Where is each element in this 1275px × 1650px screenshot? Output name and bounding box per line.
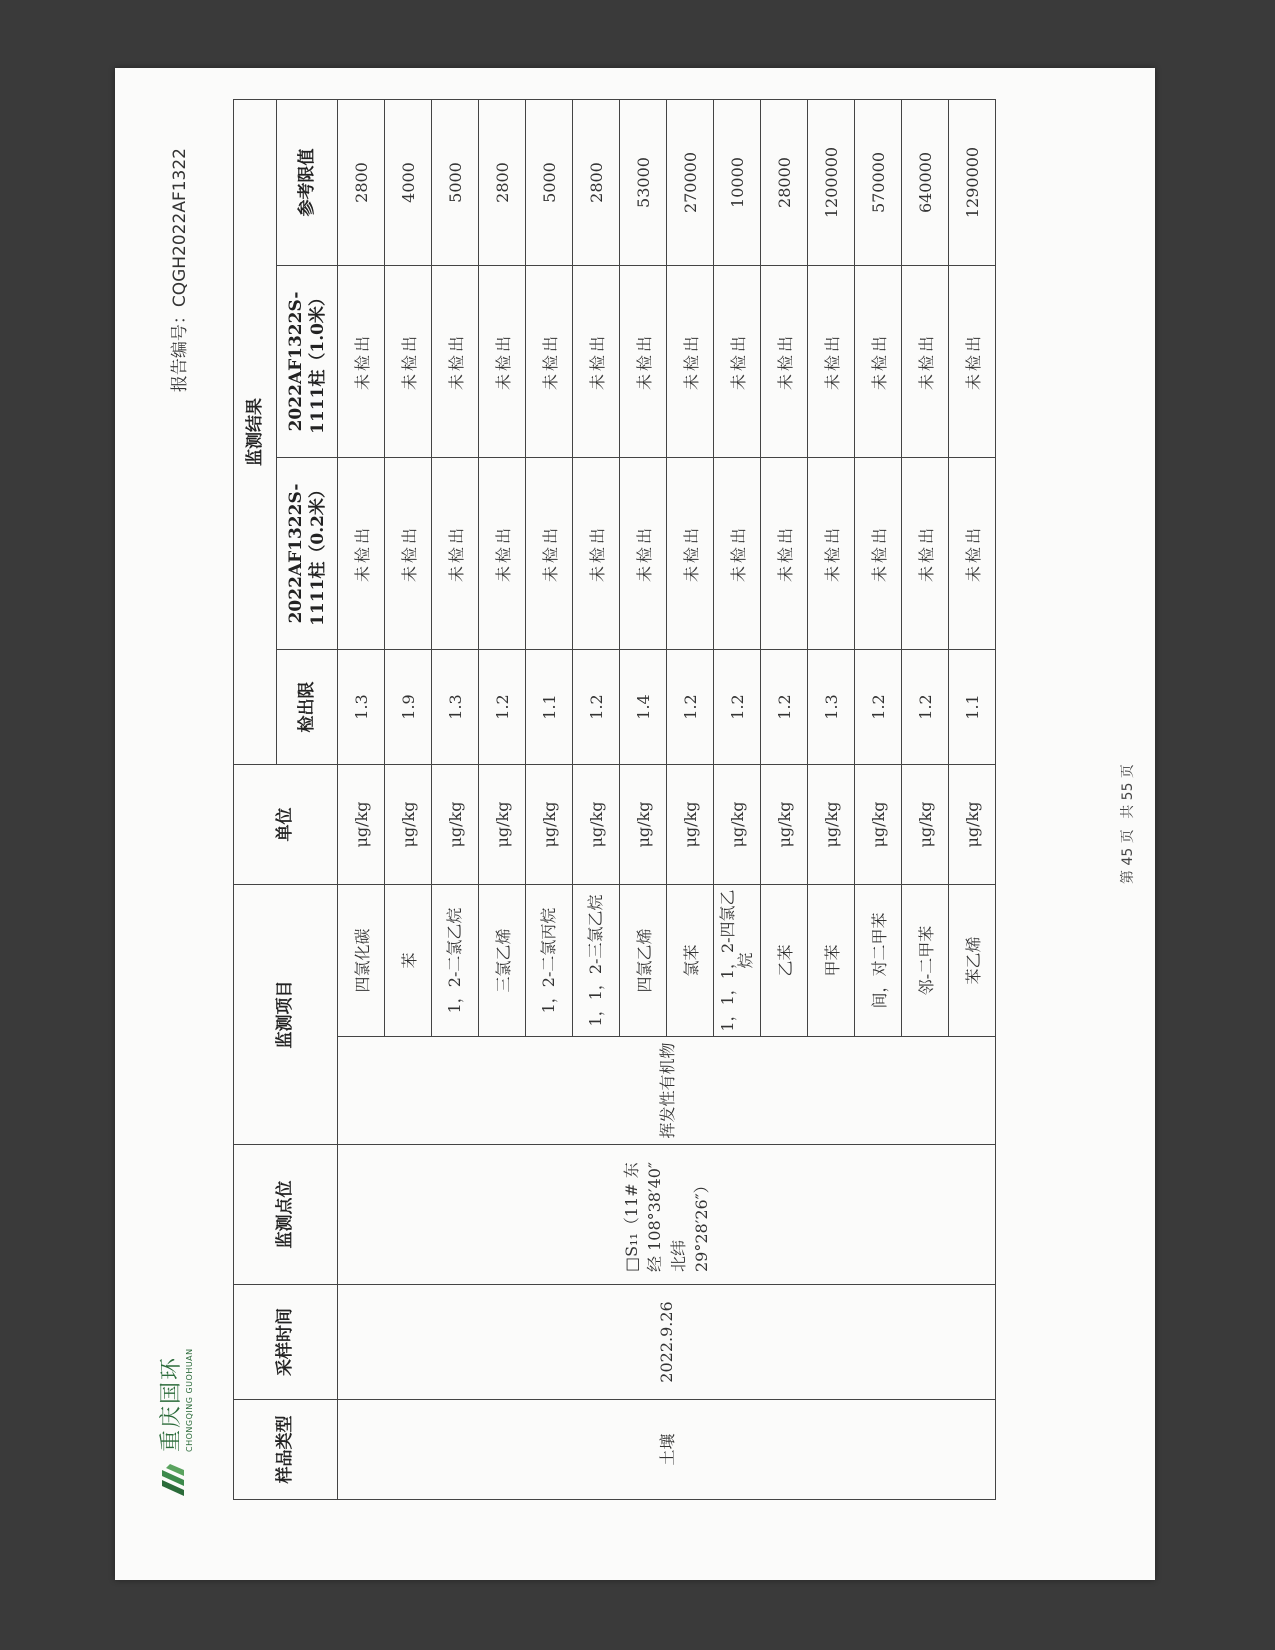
- limit-cell: 1.2: [479, 650, 526, 765]
- item-cell: 1，1，1，2-四氯乙烷: [714, 885, 761, 1037]
- limit-cell: 1.2: [714, 650, 761, 765]
- item-cell: 四氯化碳: [338, 885, 385, 1037]
- unit-cell: μg/kg: [902, 765, 949, 885]
- logo-mark-icon: [154, 1460, 194, 1500]
- result-1-cell: 未检出: [902, 458, 949, 650]
- result-2-cell: 未检出: [385, 266, 432, 458]
- rotated-content: [115, 68, 1155, 1580]
- reference-cell: 1290000: [949, 100, 996, 266]
- unit-cell: μg/kg: [432, 765, 479, 885]
- result-1-cell: 未检出: [761, 458, 808, 650]
- reference-cell: 640000: [902, 100, 949, 266]
- item-cell: 甲苯: [808, 885, 855, 1037]
- reference-cell: 4000: [385, 100, 432, 266]
- result-1-cell: 未检出: [667, 458, 714, 650]
- reference-cell: 53000: [620, 100, 667, 266]
- limit-cell: 1.2: [573, 650, 620, 765]
- result-1-cell: 未检出: [479, 458, 526, 650]
- header-site: 监测点位: [234, 1145, 338, 1285]
- unit-cell: μg/kg: [949, 765, 996, 885]
- result-1-cell: 未检出: [855, 458, 902, 650]
- table-header-row: [234, 100, 277, 1500]
- header-sample-time: 采样时间: [234, 1285, 338, 1400]
- item-cell: 1，2-二氯乙烷: [432, 885, 479, 1037]
- unit-cell: μg/kg: [479, 765, 526, 885]
- logo-chinese-name: 重庆国环: [159, 1355, 184, 1452]
- result-1-cell: 未检出: [714, 458, 761, 650]
- category-cell: 挥发性有机物: [338, 1037, 996, 1145]
- result-1-cell: 未检出: [526, 458, 573, 650]
- unit-cell: μg/kg: [667, 765, 714, 885]
- header-item: 监测项目: [234, 885, 338, 1145]
- sample-time-cell: 2022.9.26: [338, 1285, 996, 1400]
- limit-cell: 1.2: [667, 650, 714, 765]
- header-result-2: 2022AF1322S-1111柱（1.0米）: [277, 266, 338, 458]
- header-results: 监测结果: [234, 100, 277, 765]
- item-cell: 氯苯: [667, 885, 714, 1037]
- unit-cell: μg/kg: [573, 765, 620, 885]
- limit-cell: 1.3: [338, 650, 385, 765]
- result-1-cell: 未检出: [432, 458, 479, 650]
- item-cell: 三氯乙烯: [479, 885, 526, 1037]
- page-current: 第 45 页: [1120, 829, 1136, 884]
- reference-cell: 2800: [479, 100, 526, 266]
- result-2-cell: 未检出: [808, 266, 855, 458]
- table-body: [338, 100, 996, 1500]
- result-2-cell: 未检出: [338, 266, 385, 458]
- result-2-cell: 未检出: [714, 266, 761, 458]
- item-cell: 苯乙烯: [949, 885, 996, 1037]
- company-logo: [147, 1348, 201, 1500]
- result-1-cell: 未检出: [573, 458, 620, 650]
- result-2-cell: 未检出: [620, 266, 667, 458]
- unit-cell: μg/kg: [338, 765, 385, 885]
- header-limit: 检出限: [277, 650, 338, 765]
- unit-cell: μg/kg: [714, 765, 761, 885]
- result-2-cell: 未检出: [667, 266, 714, 458]
- page-header: [143, 148, 203, 1500]
- results-table: [233, 99, 996, 1500]
- item-cell: 邻-二甲苯: [902, 885, 949, 1037]
- item-cell: 乙苯: [761, 885, 808, 1037]
- page-footer: [1117, 68, 1137, 1580]
- limit-cell: 1.2: [761, 650, 808, 765]
- limit-cell: 1.3: [808, 650, 855, 765]
- result-2-cell: 未检出: [855, 266, 902, 458]
- header-sample-type: 样品类型: [234, 1400, 338, 1500]
- table-row: [338, 100, 385, 1500]
- reference-cell: 2800: [573, 100, 620, 266]
- result-2-cell: 未检出: [902, 266, 949, 458]
- limit-cell: 1.9: [385, 650, 432, 765]
- item-cell: 苯: [385, 885, 432, 1037]
- result-1-cell: 未检出: [808, 458, 855, 650]
- item-cell: 间，对二甲苯: [855, 885, 902, 1037]
- reference-cell: 2800: [338, 100, 385, 266]
- reference-cell: 1200000: [808, 100, 855, 266]
- unit-cell: μg/kg: [808, 765, 855, 885]
- site-cell: □S₁₁（11# 东经 108°38′40″ 北纬 29°28′26″）: [338, 1145, 996, 1285]
- limit-cell: 1.1: [949, 650, 996, 765]
- limit-cell: 1.4: [620, 650, 667, 765]
- result-2-cell: 未检出: [573, 266, 620, 458]
- result-1-cell: 未检出: [949, 458, 996, 650]
- result-2-cell: 未检出: [949, 266, 996, 458]
- result-2-cell: 未检出: [526, 266, 573, 458]
- unit-cell: μg/kg: [620, 765, 667, 885]
- unit-cell: μg/kg: [526, 765, 573, 885]
- limit-cell: 1.1: [526, 650, 573, 765]
- result-1-cell: 未检出: [338, 458, 385, 650]
- reference-cell: 10000: [714, 100, 761, 266]
- reference-cell: 5000: [526, 100, 573, 266]
- unit-cell: μg/kg: [761, 765, 808, 885]
- result-2-cell: 未检出: [761, 266, 808, 458]
- reference-cell: 270000: [667, 100, 714, 266]
- reference-cell: 5000: [432, 100, 479, 266]
- page-total: 共 55 页: [1120, 764, 1136, 819]
- header-result-1: 2022AF1322S-1111柱（0.2米）: [277, 458, 338, 650]
- limit-cell: 1.2: [902, 650, 949, 765]
- result-1-cell: 未检出: [620, 458, 667, 650]
- reference-cell: 28000: [761, 100, 808, 266]
- result-2-cell: 未检出: [479, 266, 526, 458]
- limit-cell: 1.2: [855, 650, 902, 765]
- item-cell: 1，1，2-三氯乙烷: [573, 885, 620, 1037]
- unit-cell: μg/kg: [385, 765, 432, 885]
- item-cell: 1，2-二氯丙烷: [526, 885, 573, 1037]
- report-number: 报告编号：CQGH2022AF1322: [170, 148, 190, 393]
- result-1-cell: 未检出: [385, 458, 432, 650]
- reference-cell: 570000: [855, 100, 902, 266]
- header-unit: 单位: [234, 765, 338, 885]
- item-cell: 四氯乙烯: [620, 885, 667, 1037]
- unit-cell: μg/kg: [855, 765, 902, 885]
- result-2-cell: 未检出: [432, 266, 479, 458]
- limit-cell: 1.3: [432, 650, 479, 765]
- logo-english-name: CHONGQING GUOHUAN: [185, 1348, 194, 1452]
- document-page: [115, 68, 1155, 1580]
- header-reference: 参考限值: [277, 100, 338, 266]
- sample-type-cell: 土壤: [338, 1400, 996, 1500]
